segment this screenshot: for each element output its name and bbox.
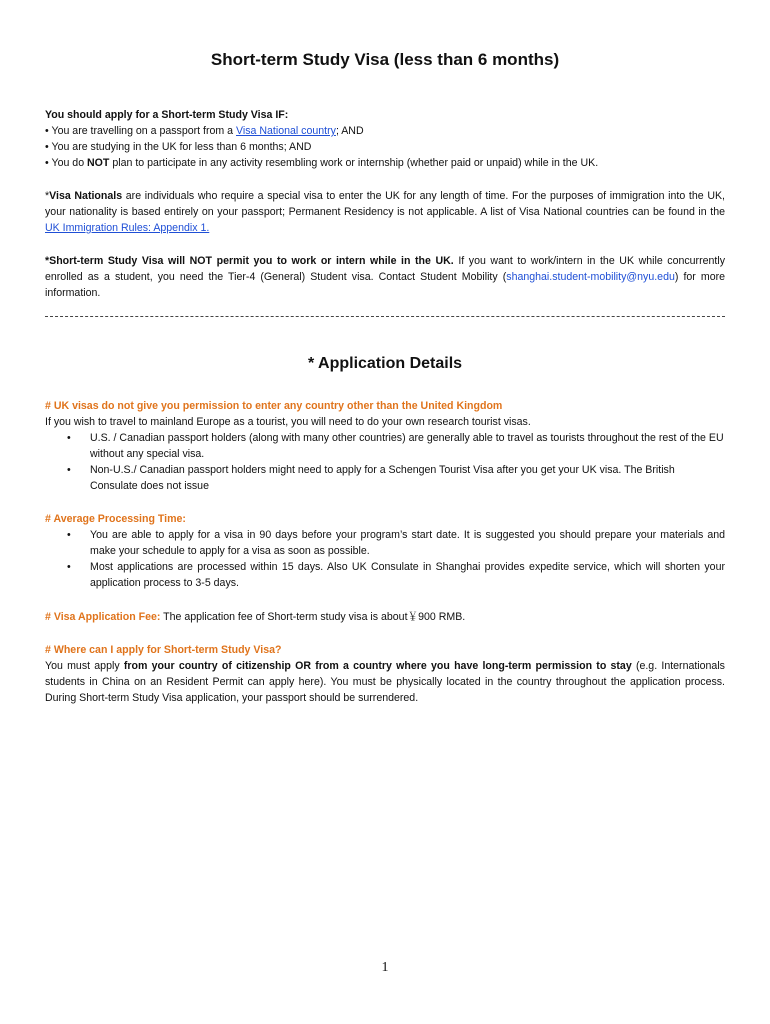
eligibility-item-1-text: You are travelling on a passport from a [51,125,237,137]
uk-visas-section [45,398,725,494]
eligibility-heading: You should apply for a Short-term Study Visa IF: [45,109,289,121]
eligibility-item-2-text: You are studying in the UK for less than 6 months; AND [51,141,312,153]
fee-text: The application fee of Short-term study visa is about￥900 RMB. [160,611,466,623]
where-heading: # Where can I apply for Short-term Study Visa? [45,644,282,656]
dashed-divider [45,316,725,317]
eligibility-section [45,107,725,171]
visa-nationals-text: are individuals who require a special visa to enter the UK for any length of time. For the purposes of immigration into the UK, your nationality is based entirely on your passport; Permanent Residency is not applicable. A list of Visa National countries can be found in the [45,190,725,218]
where-pre: You must apply [45,660,124,672]
eligibility-item-2 [45,139,725,155]
list-item [45,462,725,494]
eligibility-item-3-bold: NOT [87,157,110,169]
bullet: • [45,141,49,153]
list-item-text: U.S. / Canadian passport holders (along with many other countries) are generally able to travel as tourists throughout the rest of the EU without any special visa. [90,432,724,460]
uk-visas-intro: If you wish to travel to mainland Europe as a tourist, you will need to do your own research tourist visas. [45,416,531,428]
list-item [45,430,725,462]
processing-section [45,511,725,591]
list-item-text: Non-U.S./ Canadian passport holders might need to apply for a Schengen Tourist Visa after you get your UK visa. The British Consulate does not issue [90,464,675,492]
fee-heading: # Visa Application Fee: [45,611,161,623]
visa-nationals-term: Visa Nationals [49,190,123,202]
eligibility-item-1-suffix: ; AND [335,125,364,137]
bullet: • [67,464,71,476]
bullet: • [45,157,49,169]
visa-national-country-link[interactable]: Visa National country [236,125,336,137]
work-note-suffix: ) for more information. [45,271,726,299]
work-note-bold: *Short-term Study Visa will NOT permit you to work or intern while in the UK. [45,255,454,267]
eligibility-item-1 [45,123,725,139]
bullet: • [67,561,71,573]
where-text: (e.g. Internationals students in China on an Resident Permit can apply here). You must be physically located in the country throughout the application process. During Short-term Study Visa application, your passport should be surrendered. [45,660,725,704]
where-bold: from your country of citizenship OR from a country where you have long-term permission to stay [123,660,632,672]
where-section [45,642,725,706]
list-item [45,527,725,559]
uk-visas-heading: # UK visas do not give you permission to enter any country other than the United Kingdom [45,400,503,412]
bullet: • [67,529,71,541]
list-item-text: You are able to apply for a visa in 90 days before your program’s start date. It is suggested you should prepare your materials and make your schedule to apply for a visa as soon as possible. [90,529,725,557]
processing-heading: # Average Processing Time: [45,513,186,525]
visa-nationals-prefix: * [45,190,50,202]
student-mobility-email-link[interactable]: shanghai.student-mobility@nyu.edu [506,271,675,283]
page-title: Short-term Study Visa (less than 6 months) [210,50,560,69]
list-item [45,559,725,591]
bullet: • [67,432,71,444]
eligibility-item-3-pre: You do [51,157,88,169]
eligibility-item-3 [45,155,725,171]
uk-visas-list [45,430,725,494]
immigration-rules-link[interactable]: UK Immigration Rules: Appendix 1. [45,222,210,234]
processing-list [45,527,725,591]
work-note-text: If you want to work/intern in the UK while concurrently enrolled as a student, you need the Tier-4 (General) Student visa. Contact Student Mobility ( [45,255,725,283]
fee-section [45,609,725,625]
page-number: 1 [381,960,389,975]
work-note-paragraph [45,253,725,301]
where-paragraph [45,658,725,706]
application-details-heading: * Application Details [307,355,463,372]
list-item-text: Most applications are processed within 15 days. Also UK Consulate in Shanghai provides expedite service, which will shorten your application process to 3-5 days. [90,561,725,589]
eligibility-item-3-text: plan to participate in any activity resembling work or internship (whether paid or unpaid) while in the UK. [109,157,599,169]
bullet: • [45,125,49,137]
visa-nationals-paragraph [45,188,725,236]
